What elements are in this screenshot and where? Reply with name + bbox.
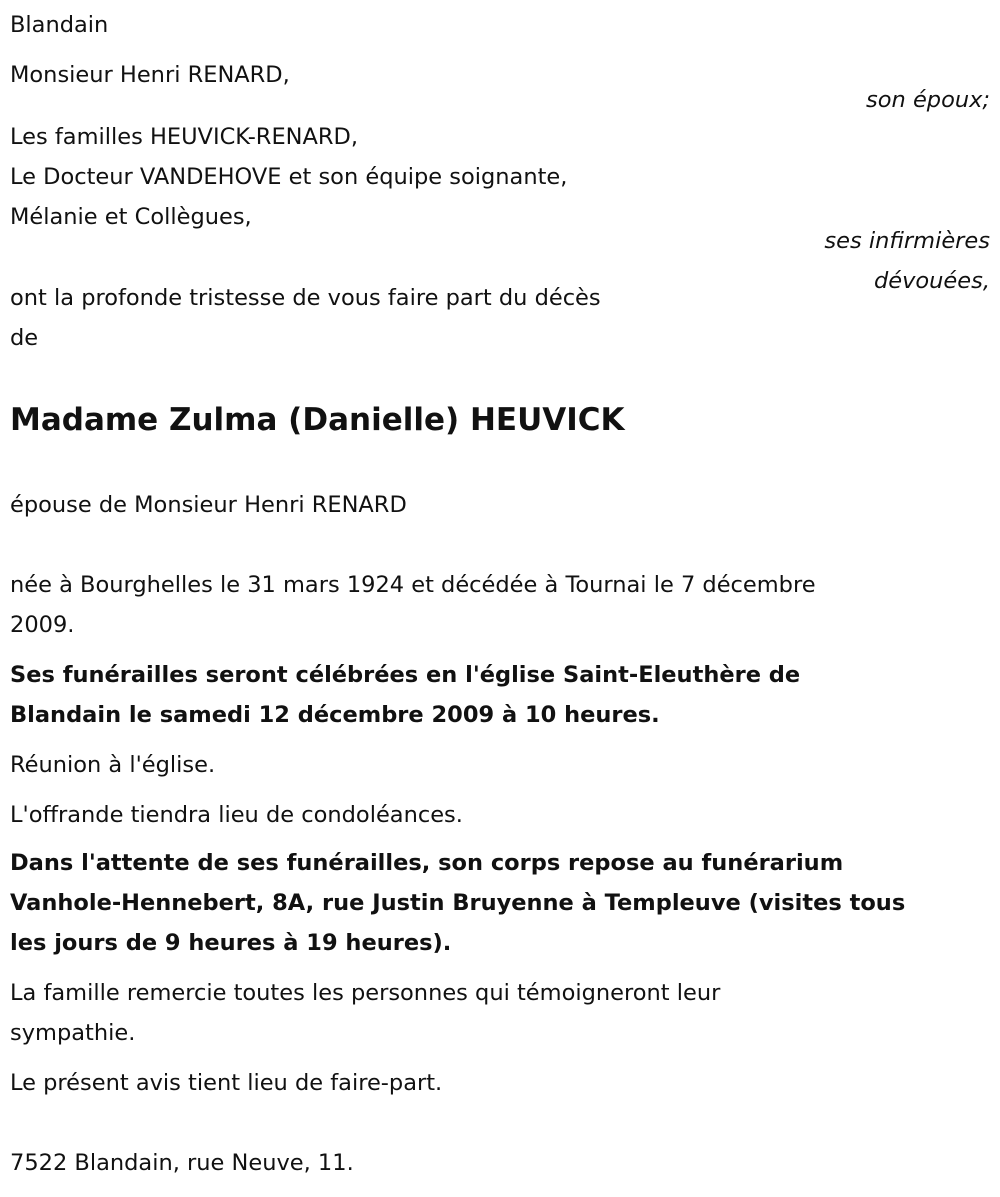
family-line: Mélanie et Collègues,: [10, 204, 252, 230]
birth-death: 2009.: [10, 612, 75, 638]
place: Blandain: [10, 12, 109, 38]
family-line: Les familles HEUVICK-RENARD,: [10, 124, 358, 150]
thanks: sympathie.: [10, 1020, 136, 1046]
husband-role: son époux;: [866, 87, 990, 113]
offering: L'offrande tiendra lieu de condoléances.: [10, 802, 463, 828]
spouse-of: épouse de Monsieur Henri RENARD: [10, 492, 407, 518]
funerarium-info: Dans l'attente de ses funérailles, son corps repose au funérarium: [10, 850, 844, 876]
address: 7522 Blandain, rue Neuve, 11.: [10, 1150, 354, 1176]
deceased-name: Madame Zulma (Danielle) HEUVICK: [10, 402, 625, 438]
thanks: La famille remercie toutes les personnes qui témoigneront leur: [10, 980, 721, 1006]
nurses-role: ses infirmières: [824, 228, 990, 254]
funerarium-info: les jours de 9 heures à 19 heures).: [10, 930, 452, 956]
announcement: ont la profonde tristesse de vous faire part du décès: [10, 285, 601, 311]
funeral-info: Blandain le samedi 12 décembre 2009 à 10 heures.: [10, 702, 660, 728]
funerarium-info: Vanhole-Hennebert, 8A, rue Justin Bruyenne à Templeuve (visites tous: [10, 890, 906, 916]
family-line: Le Docteur VANDEHOVE et son équipe soignante,: [10, 164, 568, 190]
announcement: de: [10, 325, 39, 351]
funeral-info: Ses funérailles seront célébrées en l'église Saint-Eleuthère de: [10, 662, 801, 688]
notice: Le présent avis tient lieu de faire-part.: [10, 1070, 443, 1096]
nurses-role: dévouées,: [873, 268, 990, 294]
birth-death: née à Bourghelles le 31 mars 1924 et décédée à Tournai le 7 décembre: [10, 572, 816, 598]
husband: Monsieur Henri RENARD,: [10, 62, 290, 88]
meeting: Réunion à l'église.: [10, 752, 216, 778]
